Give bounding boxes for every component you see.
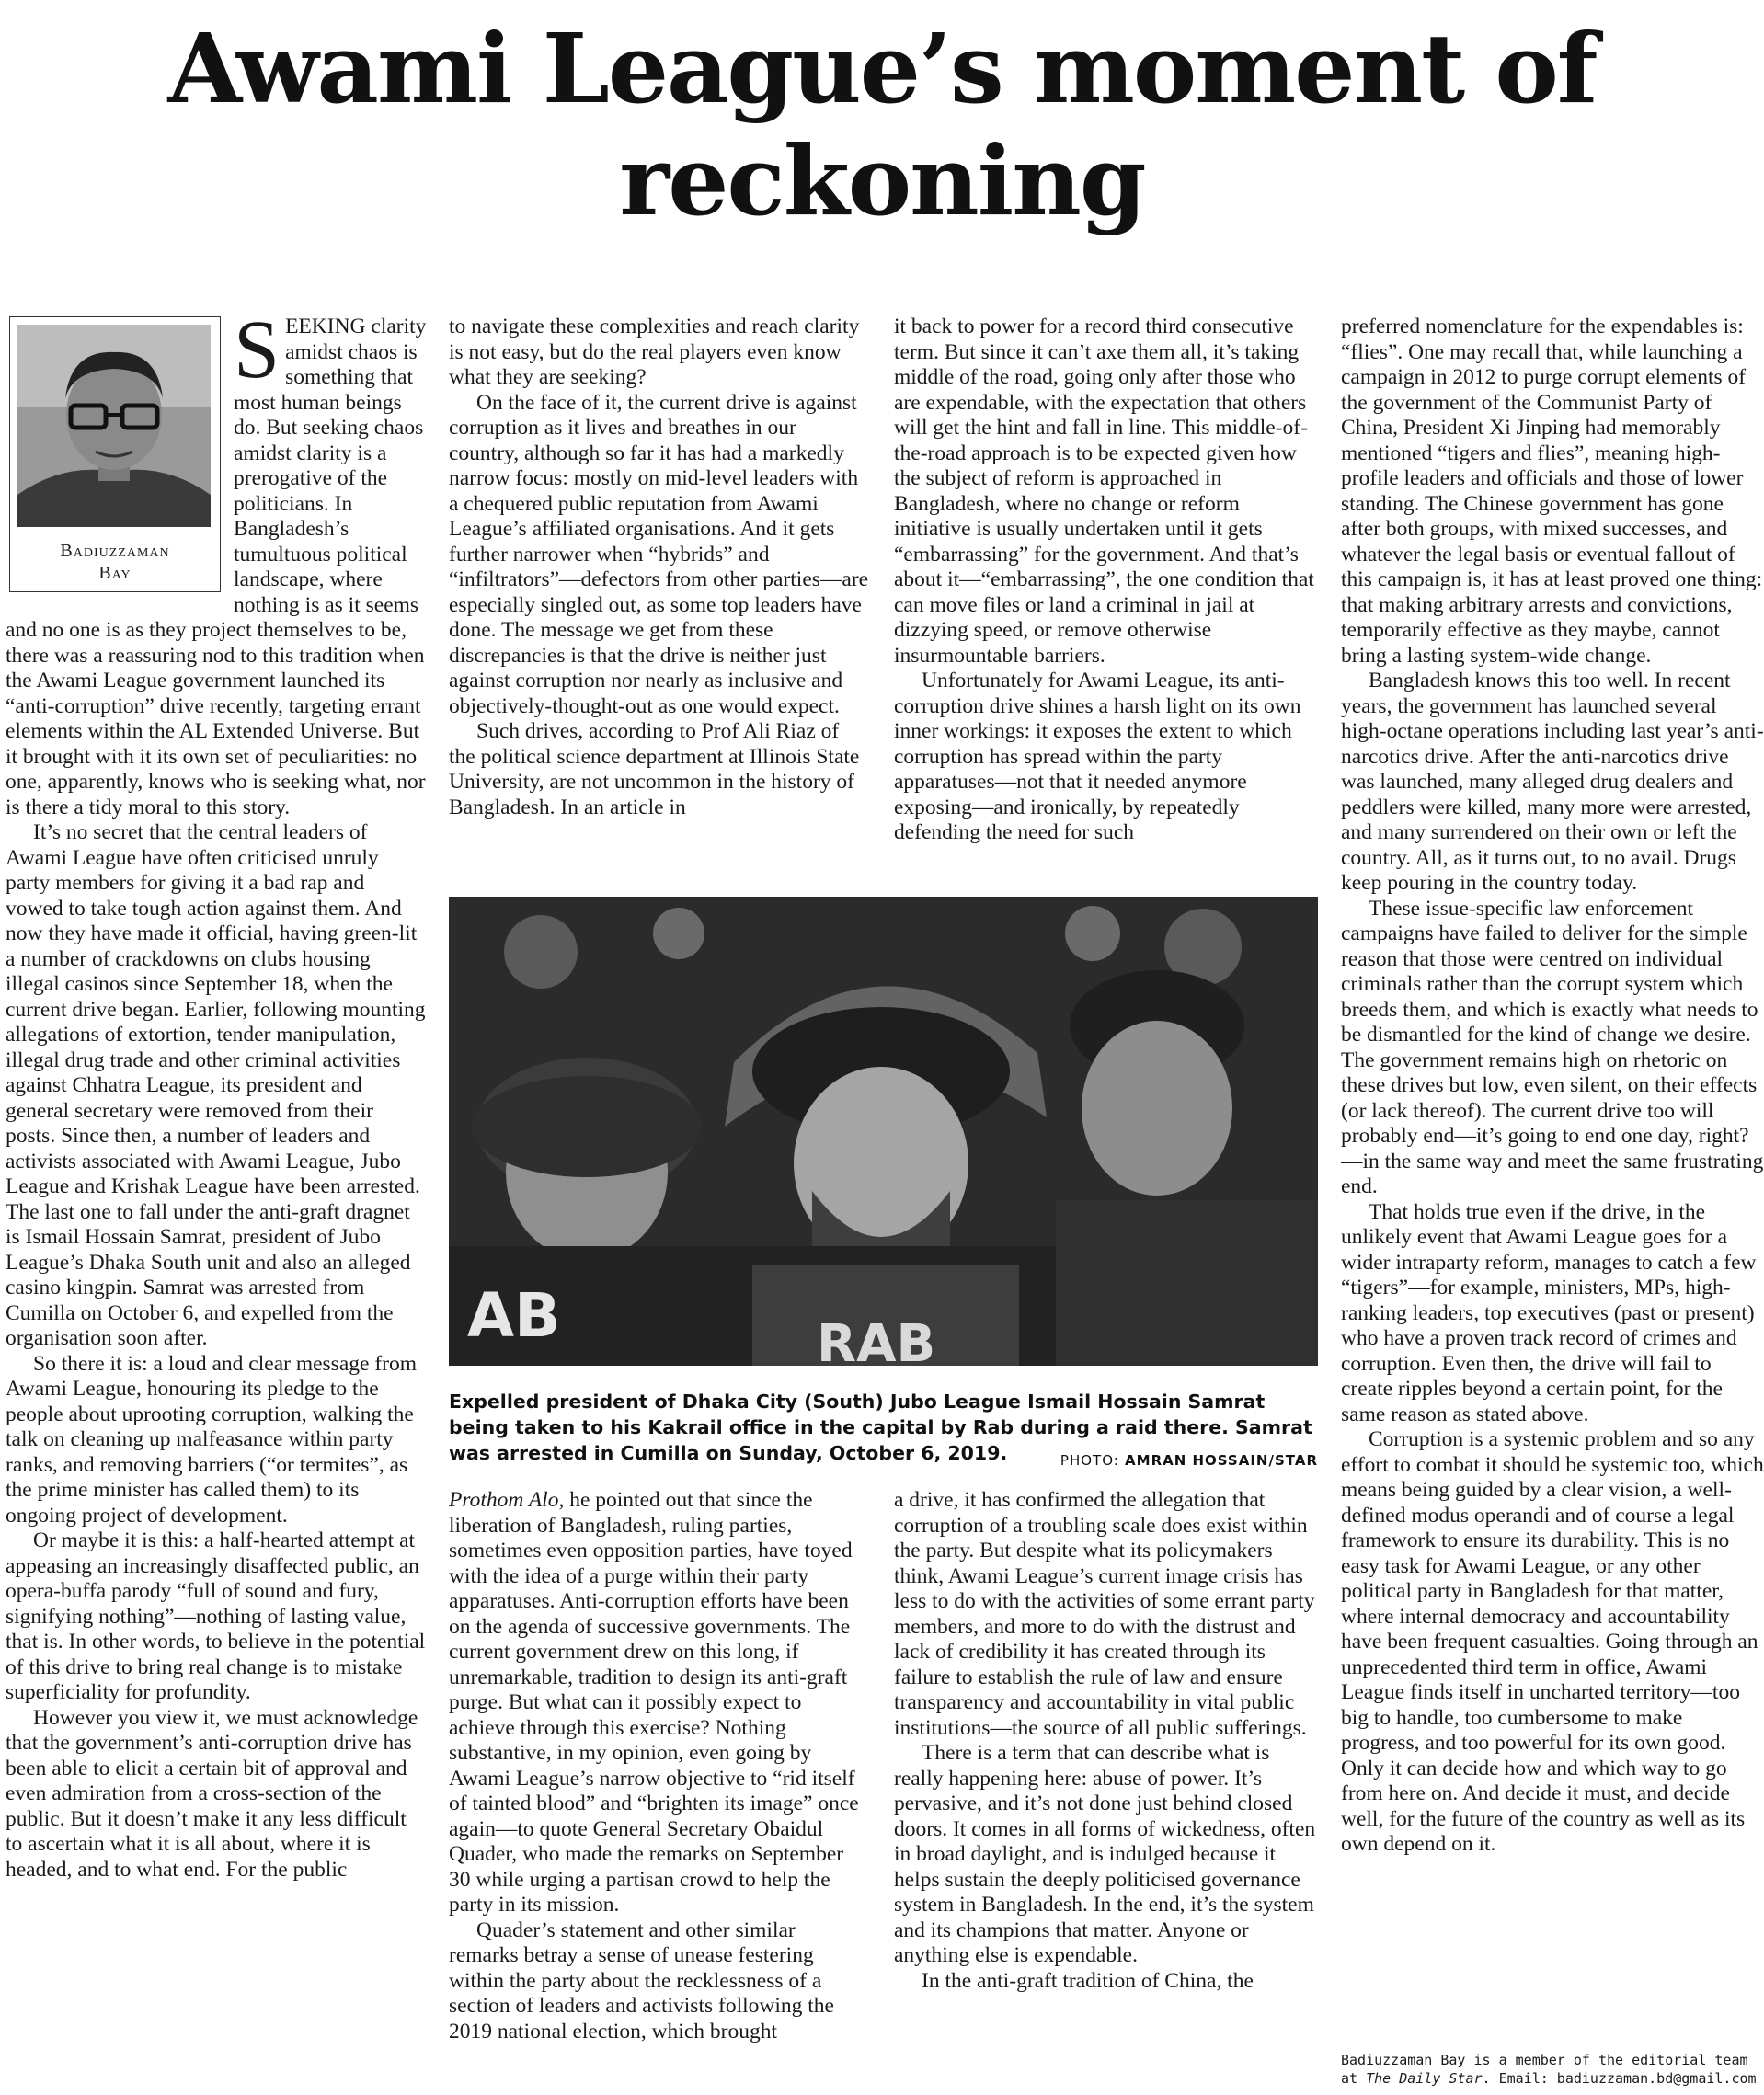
byline-name: [17, 540, 212, 584]
paragraph-16: preferred nomenclature for the expendables is: “flies”. One may recall that, while launching a campaign in 2012 to purge corrupt elements of the government of the Communist Party of China, President Xi Jinping had memorably mentioned “tigers and flies”, meaning high-profile leaders and officials and those of lower standing. The Chinese government has gone after both groups, with mixed successes, and whatever the legal basis or eventual fallout of this campaign is, it has at least proved one thing: that making arbitrary arrests and convictions, temporarily effective as they maybe, cannot bring a lasting system-wide change.: [1341, 315, 1763, 668]
paragraph-12: Quader’s statement and other similar remarks betray a sense of unease festering within the party about the recklessness of a section of leaders and activists following the 2019 national election, which brought: [449, 1918, 834, 2043]
publication-name: Prothom Alo: [449, 1488, 559, 1512]
paragraph-9: it back to power for a record third consecutive term. But since it can’t axe them all, it’s taking middle of the road, going only after those who are expendable, with the expectation that others will get the hint and fall in line. This middle-of-the-road approach is to be expected given how the subject of reform is approached in Bangladesh, where no change or reform initiative is usually undertaken until it gets “embarrassing” for the government. And that’s about it—“embarrassing”, the one condition that can move files or land a criminal in jail at dizzying speed, or remove otherwise insurmountable barriers.: [894, 315, 1314, 668]
article-column-3-bottom: [894, 1488, 1317, 2091]
article-column-1: [6, 315, 427, 2089]
paragraph-6: to navigate these complexities and reach clarity is not easy, but do the real players even know what they are seeking?: [449, 315, 860, 389]
credit-name: AMRAN HOSSAIN/STAR: [1125, 1452, 1318, 1469]
paragraph-14: There is a term that can describe what is really happening here: abuse of power. It’s pervasive, and it’s not done just behind closed doors. It comes in all forms of wickedness, often in broad daylight, and is indulged because it helps sustain the deeply politicised governance system in Bangladesh. In the end, it’s the system and its champions that matter. Anyone or anything else is expendable.: [894, 1741, 1316, 1967]
byline-first-name: Badiuzzaman: [60, 541, 170, 561]
article-column-4: [1341, 315, 1764, 2048]
bio-prefix: at: [1341, 2070, 1367, 2087]
caption-text: Expelled president of Dhaka City (South) Jubo League Ismail Hossain Samrat being taken to his Kakrail office in the capital by Rab during a raid there. Samrat was arrested in Cumilla on Sunday, October 6, 2019.: [449, 1391, 1312, 1464]
paragraph-11-text: , he pointed out that since the liberation of Bangladesh, ruling parties, sometimes even opposition parties, have toyed with the idea of a purge within their party apparatuses. Anti-corruption efforts have been on the agenda of successive governments. The current government drew on this long, if unremarkable, tradition to design its anti-graft purge. But what can it possibly expect to achieve through this exercise? Nothing substantive, in my opinion, even going by Awami League’s narrow objective to “rid itself of tainted blood” and “brighten its image” once again—to quote General Secretary Obaidul Quader, who made the remarks on September 30 while urging a partisan crowd to help the party in its mission.: [449, 1488, 859, 1917]
bio-paper-name: The Daily Star: [1366, 2070, 1483, 2087]
paragraph-8: Such drives, according to Prof Ali Riaz of the political science department at Illinois State University, are not uncommon in the history of Bangladesh. In an article in: [449, 719, 860, 819]
byline-box: [9, 316, 221, 592]
author-bio: [1341, 2051, 1764, 2088]
vest-text-left: AB: [467, 1280, 561, 1351]
paragraph-10: Unfortunately for Awami League, its anti-corruption drive shines a harsh light on its own inner workings: it exposes the extent to which corruption has spread within the party apparatuses—not that it needed anymore exposing—and ironically, by repeatedly defending the need for such: [894, 669, 1301, 844]
paragraph-11: [449, 1488, 870, 1918]
paragraph-5: However you view it, we must acknowledge that the government’s anti-corruption drive has been able to elicit a certain bit of approval and even admiration from a cross-section of the public. But it doesn’t make it any less difficult to ascertain what it is all about, where it is headed, and to what end. For the public: [6, 1705, 418, 1882]
paragraph-19: That holds true even if the drive, in the unlikely event that Awami League goes for a wider intraparty reform, manages to catch a few “tigers”—for example, ministers, MPs, high-ranking leaders, top executives (past or present) who have a proven track record of crimes and corruption. Even then, the drive will fail to create ripples beyond a certain point, for the same reason as stated above.: [1341, 1199, 1757, 1426]
vest-text-center: RAB: [817, 1314, 936, 1366]
paragraph-15: In the anti-graft tradition of China, the: [922, 1968, 1254, 1993]
paragraph-7: On the face of it, the current drive is against corruption as it lives and breathes in our country, although so far it has had a markedly narrow focus: mostly on mid-level leaders with a chequered public reputation from Awami League’s affiliated organisations. And it gets further narrower when “hybrids” and “infiltrators”—defectors from other parties—are especially singled out, as some top leaders have done. The message we get from these discrepancies is that the drive is neither just against corruption nor nearly as inclusive and objectively-thought-out as one would expect.: [449, 390, 869, 718]
article-column-3-top: [894, 315, 1317, 880]
paragraph-13: a drive, it has confirmed the allegation that corruption of a troubling scale does exist within the party. But despite what its policymakers think, Awami League’s current image crisis has less to do with the activities of some errant party members, and more to do with the distrust and lack of credibility it has created through its failure to establish the rule of law and ensure transparency and accountability in vital public institutions—the source of all public sufferings.: [894, 1488, 1315, 1740]
article-column-2-bottom: [449, 1488, 870, 2091]
paragraph-17: Bangladesh knows this too well. In recent years, the government has launched several high-octane operations including last year’s anti-narcotics drive. After the anti-narcotics drive was launched, many alleged drug dealers and peddlers were killed, many more were arrested, and many surrendered on their own or left the country. All, as it turns out, to no avail. Drugs keep pouring in the country today.: [1341, 669, 1764, 895]
paragraph-20: Corruption is a systemic problem and so any effort to combat it should be systemic too, which means being guided by a clear vision, a well-defined modus operandi and of course a legal framework to ensure its durability. This is no easy task for Awami League, or any other political party in Bangladesh for that matter, where internal democracy and accountability have been frequent casualties. Going through an unprecedented third term in office, Awami League finds itself in uncharted territory—too big to handle, too cumbersome to make progress, and too powerful for its own good. Only it can decide how and which way to go from here on. And decide it must, and decide well, for the future of the country as well as its own depend on it.: [1341, 1427, 1764, 1856]
headline: Awami League’s moment of reckoning: [167, 12, 1597, 237]
photo-credit: [1060, 1448, 1318, 1473]
bio-line-1: Badiuzzaman Bay is a member of the editorial team: [1341, 2052, 1748, 2068]
paragraph-2: It’s no secret that the central leaders of Awami League have often criticised unruly party members for giving it a bad rap and vowed to take tough action against them. And now they have made it official, having green-lit a number of crackdowns on clubs housing illegal casinos since September 18, when the current drive began. Earlier, following mounting allegations of extortion, tender manipulation, illegal drug trade and other criminal activities against Chhatra League, its president and general secretary were removed from their posts. Since then, a number of leaders and activists associated with Awami League, Jubo League and Krishak League have been arrested. The last one to fall under the anti-graft dragnet is Ismail Hossain Samrat, president of Jubo League’s Dhaka South unit and also an alleged casino kingpin. Samrat was arrested from Cumilla on October 6, and expelled from the organisation soon after.: [6, 820, 426, 1350]
byline-last-name: Bay: [98, 563, 132, 583]
article-column-2-top: [449, 315, 870, 880]
photo-caption: [449, 1389, 1318, 1473]
paragraph-18: These issue-specific law enforcement campaigns have failed to deliver for the simple reason that those were centred on individual criminals rather than the corrupt system which breeds them, and which is exactly what needs to be dismantled for the kind of change we desire. The government remains high on rhetoric on these drives but low, even silent, on their effects (or lack thereof). The current drive too will probably end—it’s going to end one day, right?—in the same way and meet the same frustrating end.: [1341, 896, 1764, 1198]
author-photo-icon: [17, 325, 211, 527]
bio-email: . Email: badiuzzaman.bd@gmail.com: [1482, 2070, 1757, 2087]
news-photo: [449, 897, 1318, 1366]
credit-label: PHOTO:: [1060, 1452, 1119, 1469]
news-photo-icon: [449, 897, 1318, 1366]
paragraph-4: Or maybe it is this: a half-hearted attempt at appeasing an increasingly disaffected public, an opera-buffa parody “full of sound and fury, signifying nothing”—nothing of lasting value, that is. In other words, to believe in the potential of this drive to bring real change is to mistake superficiality for profundity.: [6, 1528, 426, 1704]
paragraph-3: So there it is: a loud and clear message from Awami League, honouring its pledge to the people about uprooting corruption, walking the talk on cleaning up malfeasance within party ranks, and removing barriers (“or termites”, as the prime minister has called them) to its ongoing project of development.: [6, 1351, 417, 1528]
paragraph-1-text: EEKING clarity amidst chaos is something that most human beings do. But seeking chaos amidst clarity is a prerogative of the politicians. In Bangladesh’s tumultuous political landscape, where nothing is as it seems and no one is as they project themselves to be, there was a reassuring nod to this tradition when the Awami League government launched its “anti-corruption” drive recently, targeting errant elements within the AL Extended Universe. But it brought with it its own set of peculiarities: no one, apparently, knows who is seeking what, nor is there a tidy moral to this story.: [6, 315, 427, 819]
drop-cap: S: [234, 315, 281, 395]
